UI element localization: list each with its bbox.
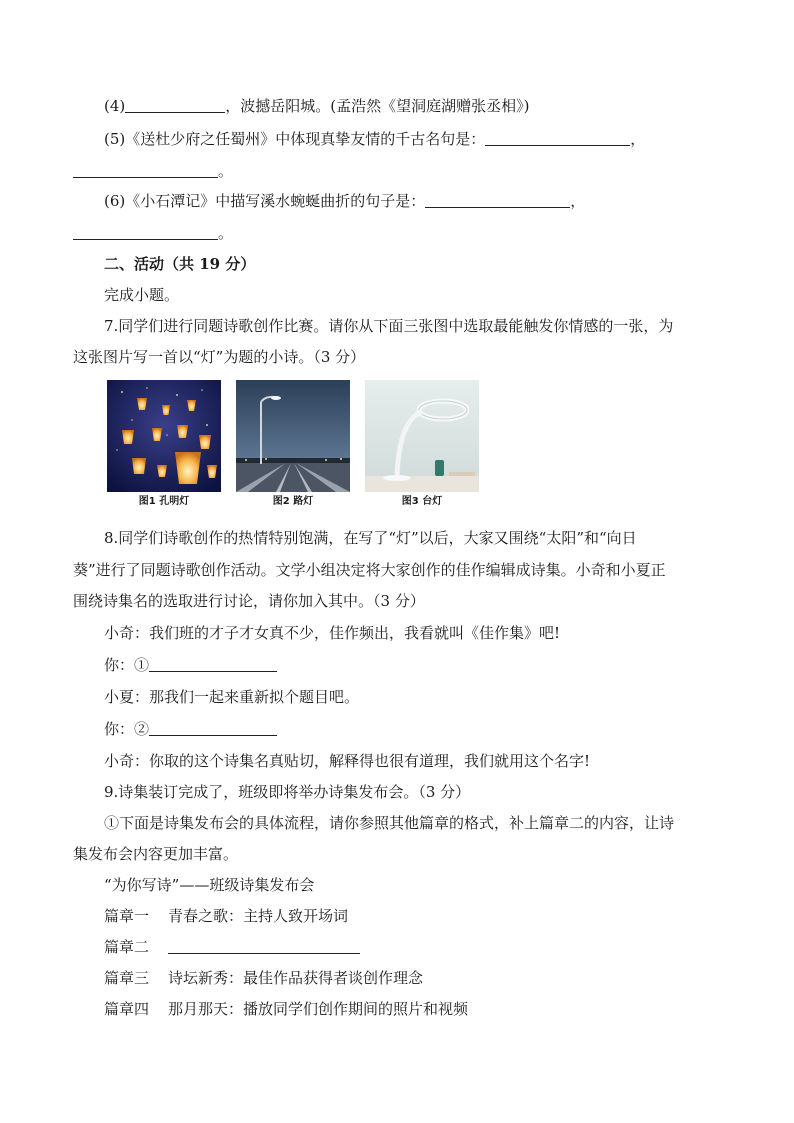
question-5-cont: [73, 160, 233, 182]
desk-lamp-photo: [365, 380, 479, 492]
chapter-row: [104, 998, 468, 1020]
event-title: “为你写诗”——班级诗集发布会: [104, 876, 315, 894]
dialogue-answer-1-label: 你：①: [104, 656, 150, 674]
question-8-line3: 围绕诗集名的选取进行讨论，请你加入其中。（3 分）: [73, 592, 425, 610]
answer-blank-6b[interactable]: [73, 223, 218, 240]
chapter-content: 诗坛新秀：最佳作品获得者谈创作理念: [168, 969, 424, 987]
answer-blank-5a[interactable]: [485, 129, 630, 146]
question-5-end: 。: [218, 162, 234, 180]
figure-3: [365, 380, 479, 509]
chapter-content: 那月那天：播放同学们创作期间的照片和视频: [168, 1000, 469, 1018]
dialogue-line: 小夏：那我们一起来重新拟个题目吧。: [104, 688, 360, 706]
question-6: [104, 190, 585, 212]
figure-1-caption: 图1 孔明灯: [138, 496, 190, 507]
section-instruction: 完成小题。: [104, 286, 180, 304]
question-5: [104, 128, 645, 150]
answer-blank-5b[interactable]: [73, 161, 218, 178]
section-heading: 二、活动（共 19 分）: [104, 255, 256, 273]
question-6-cont: [73, 222, 233, 244]
question-5-text: (5)《送杜少府之任蜀州》中体现真挚友情的千古名句是：: [104, 130, 486, 148]
answer-blank-6a[interactable]: [425, 191, 570, 208]
question-4-prefix: (4): [104, 97, 126, 115]
chapter-content: 青春之歌：主持人致开场词: [168, 907, 349, 925]
dialogue-line: 小奇：我们班的才子才女真不少，佳作频出，我看就叫《佳作集》吧!: [104, 624, 561, 642]
question-6-text: (6)《小石潭记》中描写溪水蜿蜒曲折的句子是：: [104, 192, 426, 210]
question-6-end: 。: [218, 224, 234, 242]
chapter-row: [104, 936, 360, 958]
figure-2-caption: 图2 路灯: [272, 496, 314, 507]
question-7-line2: 这张图片写一首以“灯”为题的小诗。（3 分）: [73, 348, 366, 366]
question-9-sub1-line1: ①下面是诗集发布会的具体流程，请你参照其他篇章的格式，补上篇章二的内容，让诗: [104, 814, 675, 832]
question-6-sep: ，: [570, 192, 586, 210]
chapter-row: [104, 967, 423, 989]
question-4: [104, 95, 529, 117]
question-9-line1: 9.诗集装订完成了，班级即将举办诗集发布会。（3 分）: [104, 783, 471, 801]
question-8-line1: 8.同学们诗歌创作的热情特别饱满，在写了“灯”以后，大家又围绕“太阳”和“向日: [104, 529, 637, 547]
chapter-label: 篇章一: [104, 907, 150, 925]
question-9-sub1-line2: 集发布会内容更加丰富。: [73, 845, 239, 863]
sky-lantern-photo: [107, 380, 221, 492]
question-8-line2: 葵”进行了同题诗歌创作活动。文学小组决定将大家创作的佳作编辑成诗集。小奇和小夏正: [73, 561, 666, 579]
answer-blank-8a[interactable]: [149, 655, 277, 672]
street-lamp-photo: [236, 380, 350, 492]
question-7-line1: 7.同学们进行同题诗歌创作比赛。请你从下面三张图中选取最能触发你情感的一张，为: [104, 317, 674, 335]
chapter-label: 篇章二: [104, 938, 150, 956]
dialogue-line: [104, 718, 277, 740]
dialogue-answer-2-label: 你：②: [104, 720, 150, 738]
chapter-label: 篇章三: [104, 969, 150, 987]
figure-3-caption: 图3 台灯: [401, 496, 443, 507]
chapter-label: 篇章四: [104, 1000, 150, 1018]
dialogue-line: 小奇：你取的这个诗集名真贴切，解释得也很有道理，我们就用这个名字!: [104, 752, 591, 770]
figure-1: [107, 380, 221, 509]
dialogue-line: [104, 654, 277, 676]
chapter-row: [104, 905, 348, 927]
figure-2: [236, 380, 350, 509]
answer-blank-chapter-2[interactable]: [168, 937, 360, 954]
question-4-text: ，波撼岳阳城。(孟浩然《望洞庭湖赠张丞相》): [225, 97, 530, 115]
figure-row: [107, 380, 479, 512]
answer-blank-4[interactable]: [125, 96, 225, 113]
answer-blank-8b[interactable]: [149, 719, 277, 736]
question-5-sep: ，: [630, 130, 646, 148]
